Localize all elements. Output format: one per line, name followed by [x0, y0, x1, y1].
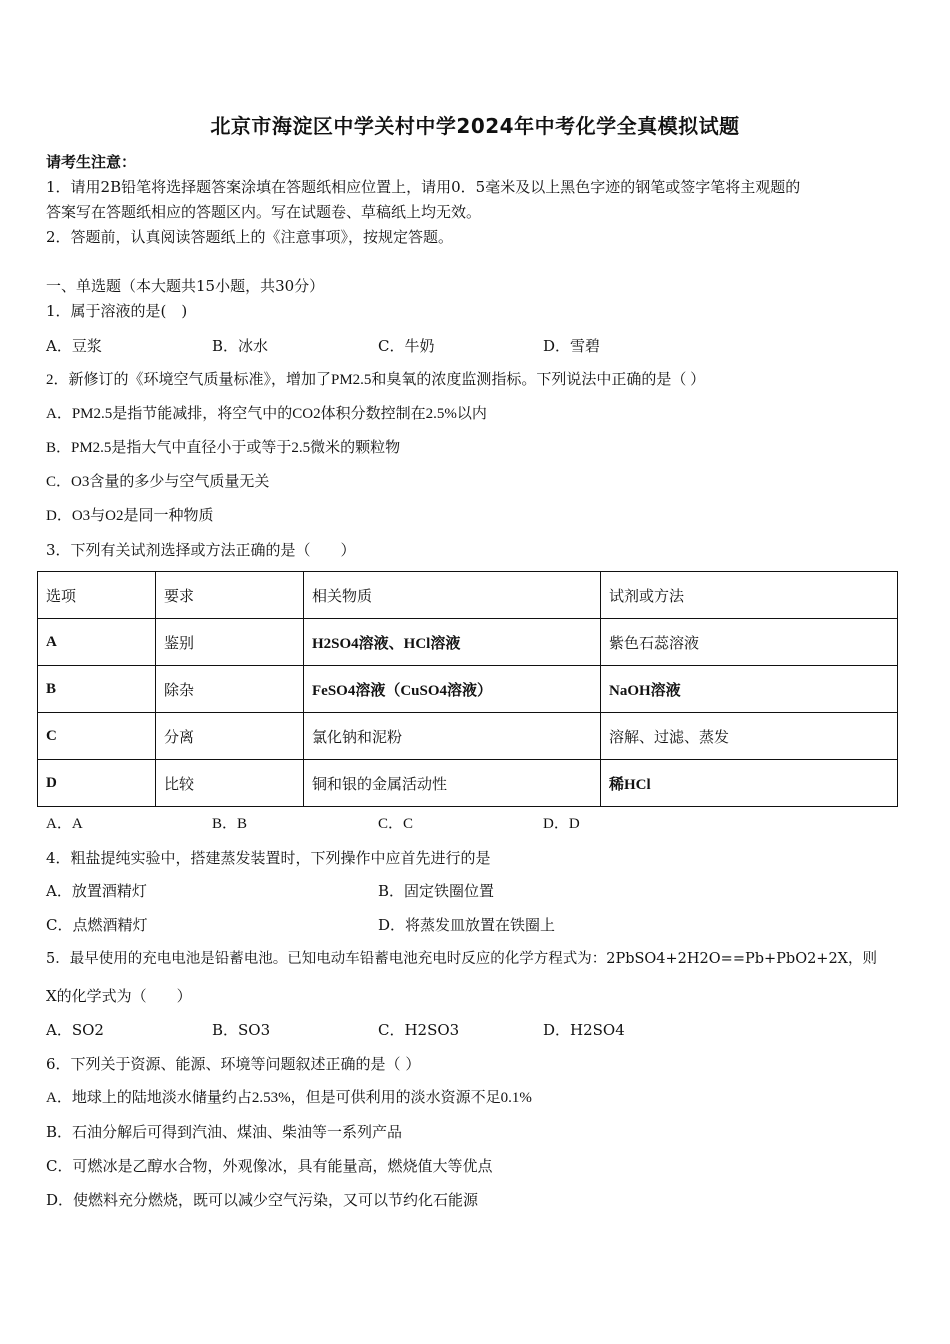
q3-option-a: A．A	[46, 816, 83, 832]
table-cell: FeSO4溶液（CuSO4溶液）	[304, 666, 601, 713]
q2-option-d: D．O3与O2是同一种物质	[46, 508, 214, 524]
notice-item-1-line-2: 答案写在答题纸相应的答题区内。写在试题卷、草稿纸上均无效。	[46, 203, 482, 221]
q3-option-b: B．B	[212, 816, 248, 832]
table-cell: NaOH溶液	[601, 666, 898, 713]
table-cell: 比较	[156, 760, 304, 807]
q6-option-a: A．地球上的陆地淡水储量约占2.53%，但是可供利用的淡水资源不足0.1%	[46, 1090, 532, 1106]
table-cell: 鉴别	[156, 619, 304, 666]
notice-heading: 请考生注意：	[46, 153, 137, 171]
table-header-cell: 要求	[156, 572, 304, 619]
table-cell: C	[38, 713, 156, 760]
table-cell: A	[38, 619, 156, 666]
table-header-row	[38, 572, 898, 619]
q2-stem: 2．新修订的《环境空气质量标准》，增加了PM2.5和臭氧的浓度监测指标。下列说法中正确的是（ ）	[46, 372, 706, 388]
q5-option-b: B．SO3	[212, 1021, 271, 1039]
q3-stem: 3．下列有关试剂选择或方法正确的是（ ）	[46, 541, 356, 559]
q5-stem-line-2: X的化学式为（ ）	[46, 987, 192, 1005]
table-cell: D	[38, 760, 156, 807]
table-cell: 氯化钠和泥粉	[304, 713, 601, 760]
q5-option-c: C．H2SO3	[378, 1021, 460, 1039]
section-heading: 一、单选题（本大题共15小题，共30分）	[46, 277, 325, 295]
table-row	[38, 760, 898, 807]
q1-option-b: B．冰水	[212, 337, 269, 355]
q2-option-b: B．PM2.5是指大气中直径小于或等于2.5微米的颗粒物	[46, 440, 401, 456]
q5-option-d: D．H2SO4	[543, 1021, 625, 1039]
q2-option-a: A．PM2.5是指节能减排，将空气中的CO2体积分数控制在2.5%以内	[46, 406, 487, 422]
q1-option-c: C．牛奶	[378, 337, 435, 355]
page-title: 北京市海淀区中学关村中学2024年中考化学全真模拟试题	[210, 114, 740, 138]
table-cell: B	[38, 666, 156, 713]
q1-option-a: A．豆浆	[46, 337, 102, 355]
q4-option-a: A．放置酒精灯	[46, 882, 147, 900]
table-cell: H2SO4溶液、HCl溶液	[304, 619, 601, 666]
q1-stem: 1．属于溶液的是( )	[46, 302, 188, 320]
q3-option-c: C．C	[378, 816, 414, 832]
table-row	[38, 619, 898, 666]
q4-option-d: D．将蒸发皿放置在铁圈上	[378, 916, 556, 934]
table-cell: 溶解、过滤、蒸发	[601, 713, 898, 760]
q6-option-c: C．可燃冰是乙醇水合物，外观像冰，具有能量高，燃烧值大等优点	[46, 1157, 493, 1175]
table-cell: 稀HCl	[601, 760, 898, 807]
q4-option-b: B．固定铁圈位置	[378, 882, 495, 900]
q6-option-b: B．石油分解后可得到汽油、煤油、柴油等一系列产品	[46, 1123, 403, 1141]
q4-stem: 4．粗盐提纯实验中，搭建蒸发装置时，下列操作中应首先进行的是	[46, 849, 491, 867]
notice-item-2: 2．答题前，认真阅读答题纸上的《注意事项》，按规定答题。	[46, 228, 454, 246]
table-header-cell: 试剂或方法	[601, 572, 898, 619]
q3-table	[37, 571, 898, 807]
table-cell: 铜和银的金属活动性	[304, 760, 601, 807]
q6-stem: 6．下列关于资源、能源、环境等问题叙述正确的是（ ）	[46, 1055, 421, 1073]
q3-option-d: D．D	[543, 816, 580, 832]
table-cell: 紫色石蕊溶液	[601, 619, 898, 666]
table-row	[38, 713, 898, 760]
table-header-cell: 选项	[38, 572, 156, 619]
table-cell: 分离	[156, 713, 304, 760]
q5-stem-line-1: 5．最早使用的充电电池是铅蓄电池。已知电动车铅蓄电池充电时反应的化学方程式为：2PbSO4+2H2O==Pb+PbO2+2X，则	[46, 951, 877, 967]
q1-option-d: D．雪碧	[543, 337, 601, 355]
notice-item-1-line-1: 1．请用2B铅笔将选择题答案涂填在答题纸相应位置上，请用0．5毫米及以上黑色字迹的钢笔或签字笔将主观题的	[46, 178, 801, 196]
table-cell: 除杂	[156, 666, 304, 713]
q4-option-c: C．点燃酒精灯	[46, 916, 148, 934]
q6-option-d: D．使燃料充分燃烧，既可以减少空气污染，又可以节约化石能源	[46, 1191, 479, 1209]
q2-option-c: C．O3含量的多少与空气质量无关	[46, 474, 270, 490]
table-row	[38, 666, 898, 713]
q5-option-a: A．SO2	[46, 1021, 104, 1039]
table-header-cell: 相关物质	[304, 572, 601, 619]
